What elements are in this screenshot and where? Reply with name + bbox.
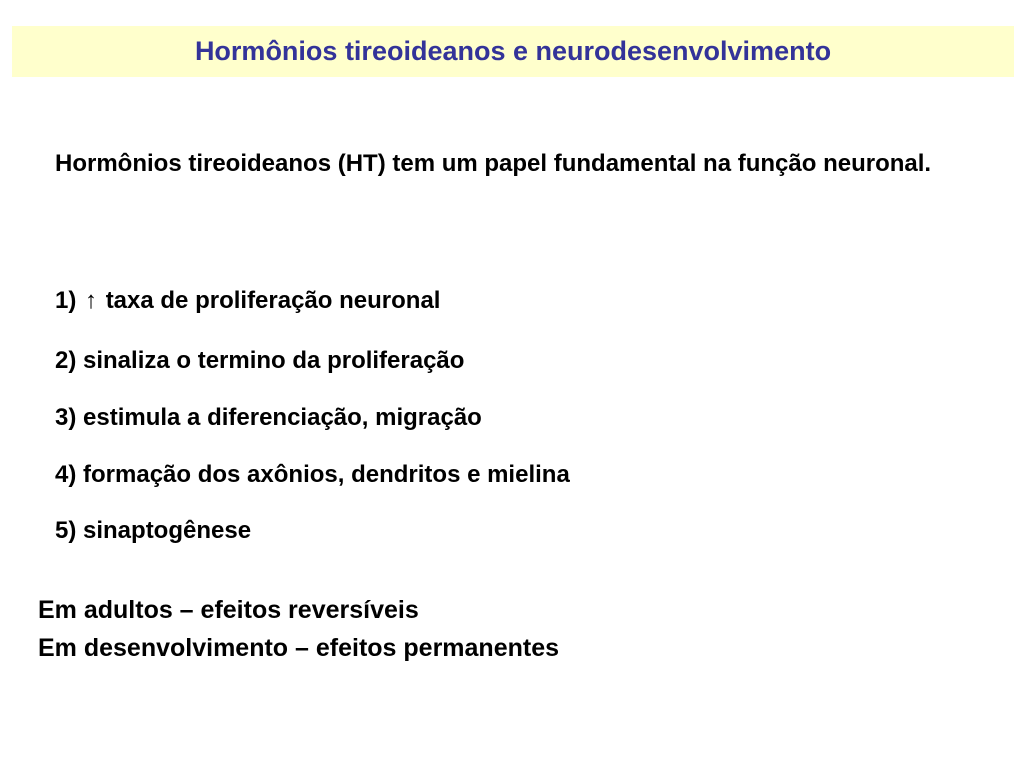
slide-title: Hormônios tireoideanos e neurodesenvolvimento <box>194 36 832 66</box>
note-adults: Em adultos – efeitos reversíveis <box>38 596 419 624</box>
list-item-5: 5) sinaptogênese <box>55 517 252 544</box>
list-item-text: taxa de proliferação neuronal <box>105 287 441 314</box>
up-arrow-icon: ↑ <box>85 287 98 314</box>
list-item-1 <box>55 286 440 316</box>
list-item-2: 2) sinaliza o termino da proliferação <box>55 347 465 374</box>
note-development: Em desenvolvimento – efeitos permanentes <box>38 634 560 662</box>
list-item-4: 4) formação dos axônios, dendritos e mielina <box>55 461 570 488</box>
title-bar <box>12 26 1014 77</box>
list-item-3: 3) estimula a diferenciação, migração <box>55 404 482 431</box>
intro-paragraph: Hormônios tireoideanos (HT) tem um papel fundamental na função neuronal. <box>55 150 932 177</box>
list-item-number: 1) <box>55 287 77 314</box>
